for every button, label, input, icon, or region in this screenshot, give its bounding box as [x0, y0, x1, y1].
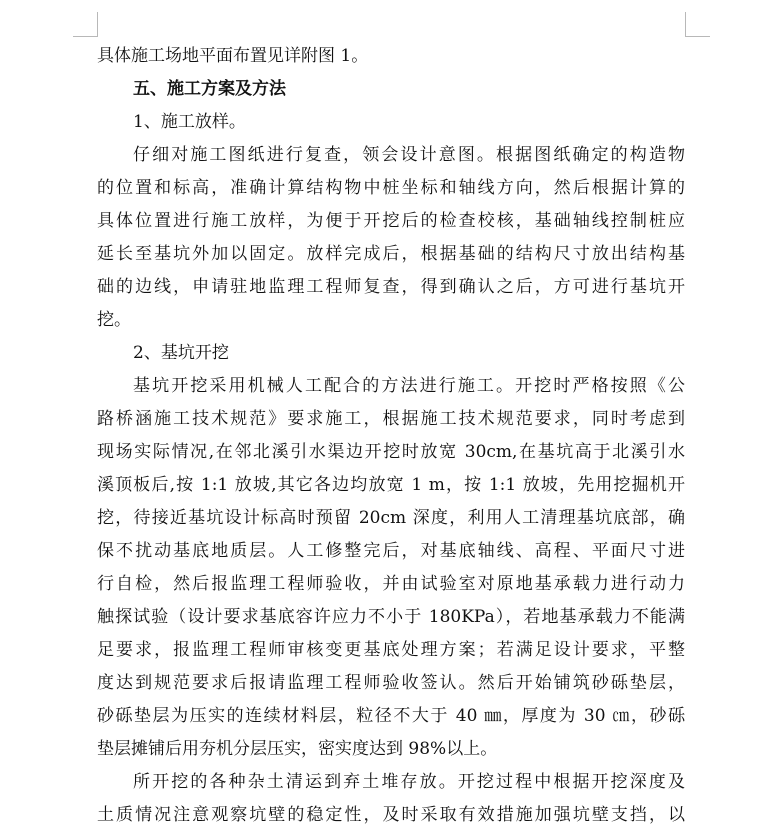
text-line: 路桥涵施工技术规范》要求施工，根据施工技术规范要求，同时考虑到 — [97, 409, 685, 429]
text-line: 砂砾垫层为压实的连续材料层，粒径不大于 40 ㎜，厚度为 30 ㎝，砂砾 — [97, 706, 685, 726]
text-line: 足要求，报监理工程师审核变更基底处理方案；若满足设计要求，平整 — [97, 640, 685, 660]
top-left-margin-mark — [73, 12, 98, 37]
text-line: 具体施工场地平面布置见详附图 1。 — [97, 46, 369, 66]
text-line: 础的边线，申请驻地监理工程师复查，得到确认之后，方可进行基坑开 — [97, 277, 685, 297]
text-line: 垫层摊铺后用夯机分层压实，密实度达到 98%以上。 — [97, 739, 498, 759]
text-line: 基坑开挖采用机械人工配合的方法进行施工。开挖时严格按照《公 — [133, 376, 685, 396]
text-line: 保不扰动基底地质层。人工修整完后，对基底轴线、高程、平面尺寸进 — [97, 541, 685, 561]
text-line: 挖。 — [97, 310, 131, 330]
subsection-heading: 1、施工放样。 — [133, 112, 246, 132]
text-line: 行自检，然后报监理工程师验收，并由试验室对原地基承载力进行动力 — [97, 574, 685, 594]
subsection-heading: 2、基坑开挖 — [133, 343, 229, 363]
top-right-margin-mark — [685, 12, 710, 37]
text-line: 触探试验（设计要求基底容许应力不小于 180KPa），若地基承载力不能满 — [97, 607, 685, 627]
document-body — [97, 40, 685, 832]
text-line: 具体位置进行施工放样，为便于开挖后的检查校核，基础轴线控制桩应 — [97, 211, 685, 231]
text-line: 现场实际情况,在邻北溪引水渠边开挖时放宽 30cm,在基坑高于北溪引水 — [97, 442, 685, 462]
section-heading: 五、施工方案及方法 — [133, 79, 286, 99]
text-line: 土质情况注意观察坑壁的稳定性，及时采取有效措施加强坑壁支挡，以 — [97, 805, 685, 825]
text-line: 仔细对施工图纸进行复查，领会设计意图。根据图纸确定的构造物 — [133, 145, 685, 165]
text-line: 挖，待接近基坑设计标高时预留 20cm 深度，利用人工清理基坑底部，确 — [97, 508, 685, 528]
text-line: 溪顶板后,按 1:1 放坡,其它各边均放宽 1 m，按 1:1 放坡，先用挖掘机开 — [97, 475, 685, 495]
text-line: 延长至基坑外加以固定。放样完成后，根据基础的结构尺寸放出结构基 — [97, 244, 685, 264]
text-line: 所开挖的各种杂土清运到弃土堆存放。开挖过程中根据开挖深度及 — [133, 772, 685, 792]
text-line: 的位置和标高，准确计算结构物中桩坐标和轴线方向，然后根据计算的 — [97, 178, 685, 198]
text-line: 度达到规范要求后报请监理工程师验收签认。然后开始铺筑砂砾垫层， — [97, 673, 685, 693]
